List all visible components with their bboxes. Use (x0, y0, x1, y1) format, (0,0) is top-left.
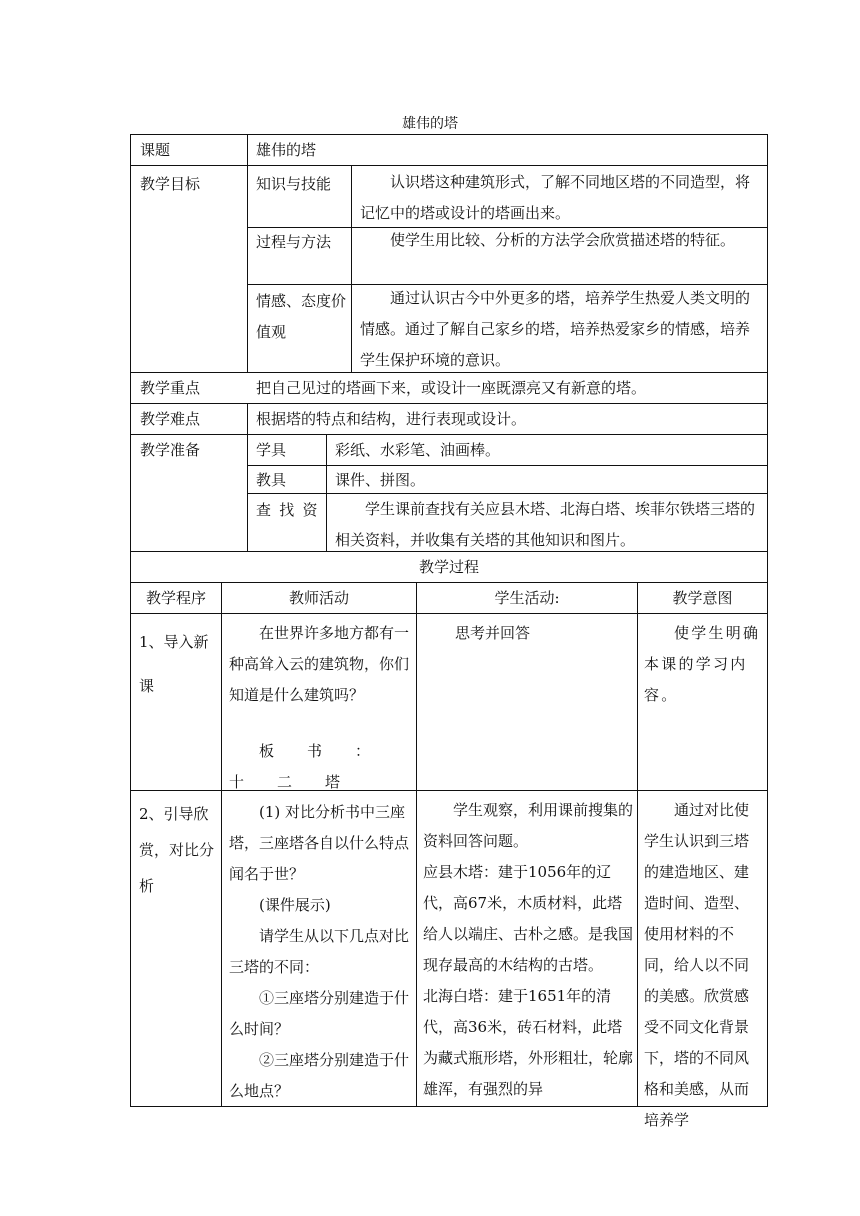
student-tools-value: 彩纸、水彩笔、油画棒。 (335, 441, 501, 459)
topic-label: 课题 (140, 141, 171, 159)
teacher-activity-2-point-1: ①三座塔分别建造于什么时间？ (229, 989, 410, 1038)
teacher-activity-2-point-2: ②三座塔分别建造于什么地点？ (229, 1051, 410, 1100)
student-tools-label: 学具 (256, 441, 287, 459)
rule (130, 613, 768, 614)
teacher-activity-2-question: (1) 对比分析书中三座塔，三座塔各自以什么特点闻名于世？ (229, 803, 410, 883)
student-activity-2 (423, 795, 633, 1106)
rule (130, 134, 131, 1107)
student-activity-1: 思考并回答 (455, 624, 531, 642)
knowledge-text: 认识塔这种建筑形式，了解不同地区塔的不同造型，将记忆中的塔或设计的塔画出来。 (360, 173, 751, 222)
research-value: 学生课前查找有关应县木塔、北海白塔、埃菲尔铁塔三塔的相关资料，并收集有关塔的其他知识和图片。 (335, 500, 756, 549)
rule (637, 582, 638, 1107)
process-method-label: 过程与方法 (256, 233, 332, 251)
key-point-value: 把自己见过的塔画下来，或设计一座既漂亮又有新意的塔。 (256, 379, 647, 397)
rule (416, 582, 417, 1107)
intent-2: 通过对比使学生认识到三塔的建造地区、建造时间、造型、使用材料的不同，给人以不同的美感。欣赏感受不同文化背景下，塔的不同风格和美感，从而培养学 (644, 801, 750, 1129)
header-teacher: 教师活动 (288, 589, 349, 607)
emotion-label: 情感、态度价值观 (256, 292, 347, 341)
teacher-activity-2-courseware: (课件展示) (259, 896, 331, 914)
process-title: 教学过程 (418, 558, 479, 576)
emotion-text: 通过认识古今中外更多的塔，培养学生热爱人类文明的情感。通过了解自己家乡的塔，培养热爱家乡的情感，培养学生保护环境的意识。 (360, 289, 751, 369)
step-2: 2、引导欣赏，对比分析 (139, 805, 215, 895)
rule (326, 434, 327, 551)
difficulty-label: 教学难点 (140, 410, 201, 428)
rule (247, 403, 248, 551)
teacher-tools-value: 课件、拼图。 (335, 471, 426, 489)
difficulty-value: 根据塔的特点和结构，进行表现或设计。 (256, 410, 527, 428)
key-point-label: 教学重点 (140, 379, 201, 397)
document-title: 雄伟的塔 (402, 116, 458, 132)
rule (247, 134, 248, 372)
research-label: 查找资 (256, 501, 326, 519)
student-activity-2-beihai: 北海白塔：建于1651年的清代，高36米，砖石材料，此塔为藏式瓶形塔，外形粗壮，轮廓雄浑，有强烈的异 (423, 987, 634, 1098)
rule (221, 582, 222, 1107)
goals-label: 教学目标 (140, 175, 201, 193)
header-step: 教学程序 (145, 589, 206, 607)
teacher-activity-1: 在世界许多地方都有一种高耸入云的建筑物，你们知道是什么建筑吗？ (229, 624, 410, 704)
rule (351, 165, 352, 372)
rule (130, 790, 768, 791)
student-activity-2-intro: 学生观察，利用课前搜集的资料回答问题。 (423, 801, 634, 850)
step-1: 1、导入新课 (139, 633, 209, 695)
teacher-activity-2-instruction: 请学生从以下几点对比三塔的不同： (229, 927, 410, 976)
rule (130, 165, 768, 166)
intent-1: 使学生明确本课的学习内容。 (644, 624, 761, 704)
process-method-text: 使学生用比较、分析的方法学会欣赏描述塔的特征。 (390, 231, 736, 249)
teacher-tools-label: 教具 (256, 471, 287, 489)
header-intent: 教学意图 (672, 589, 733, 607)
student-activity-2-yingxian: 应县木塔：建于1056年的辽代，高67米，木质材料，此塔给人以端庄、古朴之感。是我国现存最高的木结构的古塔。 (423, 863, 634, 974)
knowledge-label: 知识与技能 (256, 175, 332, 193)
teacher-activity-2 (229, 797, 412, 1106)
topic-value: 雄伟的塔 (256, 141, 317, 159)
teacher-activity-1-board: 板书：十二塔 (229, 742, 404, 791)
prep-label: 教学准备 (140, 441, 201, 459)
header-student: 学生活动: (494, 589, 560, 607)
rule (767, 134, 768, 1107)
